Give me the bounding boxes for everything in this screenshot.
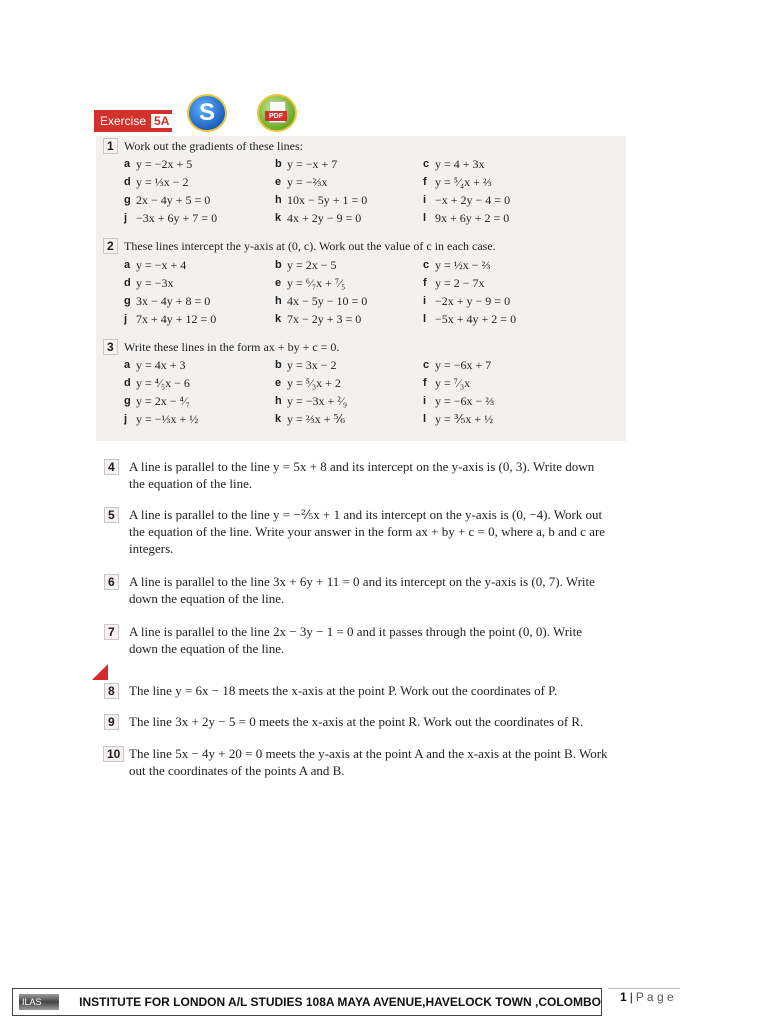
question-line: The line y = 6x − 18 meets the x-axis at the point P. Work out the coordinates of P. [129,683,558,698]
sub-question-expression: y = ⁵⁄₃x + 2 [287,376,341,390]
sub-question [275,173,423,191]
parts-row [124,173,574,191]
sub-question-label: e [275,277,282,289]
sub-question-label: l [423,313,427,325]
sub-question-expression: y = 2 − 7x [435,276,485,290]
question-line: the equation of the line. Write your answer in the form ax + by + c = 0, where a, b and c are [129,524,606,539]
sub-question-label: i [423,295,427,307]
sub-question-expression: y = −x + 4 [136,258,187,272]
question-number: 2 [103,238,118,254]
sub-question-label: a [124,158,131,170]
question-text [129,682,557,699]
exercise-label: Exercise [100,114,147,128]
sub-question [275,374,423,392]
page-separator: | [629,990,633,1004]
sub-question-expression: y = ⁵⁄₄x + ⅔ [435,175,492,189]
sub-question [275,410,423,428]
sub-question [423,292,574,310]
parts-row [124,191,574,209]
question-line: out the coordinates of the points A and B. [129,763,345,778]
sub-question-label: g [124,395,131,407]
question-text [129,506,605,557]
sub-question [423,356,574,374]
sub-question-expression: y = ⁶⁄₇x + ⁷⁄₅ [287,276,346,290]
pdf-icon[interactable] [257,94,297,132]
sub-question-expression: y = ⁴⁄₅x − 6 [136,376,190,390]
sub-question [275,310,423,328]
question-number: 10 [103,746,124,762]
sub-question [275,356,423,374]
institute-address: INSTITUTE FOR LONDON A/L STUDIES 108A MAYA AVENUE,HAVELOCK TOWN ,COLOMBO [79,995,601,1009]
parts-row [124,155,574,173]
red-corner-marker [92,648,108,680]
sub-question-expression: 10x − 5y + 1 = 0 [287,193,368,207]
sub-question [124,292,275,310]
sub-question-expression: y = −x + 7 [287,157,338,171]
sub-question-label: c [423,259,430,271]
sub-question-expression: y = 4 + 3x [435,157,485,171]
parts-row [124,392,574,410]
sub-question [124,374,275,392]
question-text: Write these lines in the form ax + by + c = 0. [124,340,340,354]
sub-question-label: i [423,395,427,407]
exercise-number: 5A [151,114,172,128]
question-text [129,745,608,779]
sub-question [423,191,574,209]
sub-question-label: j [124,212,128,224]
question-line: down the equation of the line. [129,591,285,606]
sub-question [423,173,574,191]
sub-question-label: b [275,359,282,371]
sub-question [124,392,275,410]
sub-question-label: d [124,277,131,289]
page-number [620,990,674,1004]
parts-row [124,374,574,392]
sub-question-label: f [423,176,427,188]
parts-row [124,292,574,310]
sub-question-expression: y = −6x − ⅔ [435,394,495,408]
question-line: A line is parallel to the line y = −⅖x + 1 and its intercept on the y-axis is (0, −4). Work out [129,507,603,522]
sub-question [124,310,275,328]
page-number-value: 1 [620,990,627,1004]
sub-question-label: i [423,194,427,206]
sub-question [124,410,275,428]
question-number: 4 [104,459,119,475]
question-text: These lines intercept the y-axis at (0, c). Work out the value of c in each case. [124,239,496,253]
sub-question-label: h [275,295,282,307]
question-number: 3 [103,339,118,355]
sub-question [275,191,423,209]
sub-question-label: f [423,377,427,389]
pdf-badge: PDF [265,111,287,121]
question-text [129,458,594,492]
sub-question [275,256,423,274]
sub-question-expression: y = −2x + 5 [136,157,193,171]
sub-question-label: j [124,413,128,425]
question-line: A line is parallel to the line 2x − 3y − 1 = 0 and it passes through the point (0, 0). Write [129,624,583,639]
sub-question-expression: y = ⅔x + ⅚ [287,412,346,426]
question-number: 7 [104,624,119,640]
sub-question [124,155,275,173]
sub-question [275,292,423,310]
exercise-tag [94,110,172,132]
q3-parts-grid [124,356,574,428]
question-line: integers. [129,541,174,556]
parts-row [124,274,574,292]
footer-rule [608,988,680,989]
sub-question-label: d [124,176,131,188]
question-line: down the equation of the line. [129,641,285,656]
ilas-logo: ILAS [19,994,59,1010]
sub-question-label: k [275,413,282,425]
sub-question-label: l [423,413,427,425]
q2-parts-grid [124,256,574,328]
question-line: the equation of the line. [129,476,253,491]
sub-question-expression: y = ⅗x + ½ [435,412,494,426]
sub-question-expression: y = 3x − 2 [287,358,337,372]
sub-question [124,191,275,209]
parts-row [124,356,574,374]
sub-question [423,374,574,392]
sub-question-expression: 7x − 2y + 3 = 0 [287,312,362,326]
sub-question-expression: y = −⅔x [287,175,328,189]
question-number: 5 [104,507,119,523]
sub-question-expression: y = ⁷⁄₃x [435,376,471,390]
sub-question [275,209,423,227]
sub-question [124,209,275,227]
sub-question-expression: y = −6x + 7 [435,358,492,372]
sub-question [124,274,275,292]
sub-question [124,256,275,274]
sub-question-expression: y = −3x [136,276,174,290]
sub-question [423,209,574,227]
question-number: 9 [104,714,119,730]
sub-question-expression: 4x − 5y − 10 = 0 [287,294,368,308]
parts-row [124,410,574,428]
question-line: A line is parallel to the line y = 5x + 8 and its intercept on the y-axis is (0, 3). Write down [129,459,595,474]
sub-question [124,356,275,374]
question-text [129,623,582,657]
sub-question-label: e [275,377,282,389]
question-text: Work out the gradients of these lines: [124,139,303,153]
sub-question-label: b [275,259,282,271]
sub-question [124,173,275,191]
sub-question-label: a [124,359,131,371]
parts-row [124,209,574,227]
sub-question-label: k [275,313,282,325]
sub-question [275,392,423,410]
parts-row [124,310,574,328]
sub-question-label: k [275,212,282,224]
sub-question-label: l [423,212,427,224]
question-number: 1 [103,138,118,154]
sub-question-label: g [124,194,131,206]
sub-question-label: e [275,176,282,188]
sub-question [423,274,574,292]
question-number: 6 [104,574,119,590]
sub-question [423,410,574,428]
sub-question-expression: y = ½x − ⅔ [435,258,491,272]
sub-question-expression: −2x + y − 9 = 0 [435,294,511,308]
sub-question-expression: y = 2x − 5 [287,258,337,272]
s-icon-letter: S [198,99,215,126]
page-word: P a g e [635,990,674,1004]
sub-question [275,274,423,292]
sub-question-expression: 9x + 6y + 2 = 0 [435,211,510,225]
sub-question-expression: 3x − 4y + 8 = 0 [136,294,211,308]
sub-question-label: j [124,313,128,325]
sub-question-label: c [423,158,430,170]
sub-question-expression: y = 4x + 3 [136,358,186,372]
parts-row [124,256,574,274]
sub-question-label: d [124,377,131,389]
sub-question-label: f [423,277,427,289]
sub-question-label: c [423,359,430,371]
sub-question-expression: −3x + 6y + 7 = 0 [136,211,218,225]
sub-question-expression: y = −3x + ²⁄₉ [287,394,348,408]
question-line: The line 3x + 2y − 5 = 0 meets the x-axis at the point R. Work out the coordinates of R. [129,714,584,729]
question-number: 8 [104,683,119,699]
question-line: The line 5x − 4y + 20 = 0 meets the y-axis at the point A and the x-axis at the point B. Work [129,746,608,761]
sub-question-label: a [124,259,131,271]
solutions-icon[interactable] [187,94,227,132]
sub-question-label: g [124,295,131,307]
question-line: A line is parallel to the line 3x + 6y + 11 = 0 and its intercept on the y-axis is (0, 7). Write [129,574,595,589]
sub-question [275,155,423,173]
sub-question [423,310,574,328]
sub-question-expression: 7x + 4y + 12 = 0 [136,312,217,326]
question-text [129,573,595,607]
sub-question-expression: 4x + 2y − 9 = 0 [287,211,362,225]
sub-question [423,256,574,274]
sub-question-expression: −x + 2y − 4 = 0 [435,193,511,207]
sub-question-expression: y = −⅓x + ½ [136,412,199,426]
sub-question-label: h [275,395,282,407]
sub-question [423,392,574,410]
sub-question-expression: 2x − 4y + 5 = 0 [136,193,211,207]
sub-question-expression: y = ⅓x − 2 [136,175,189,189]
sub-question-label: b [275,158,282,170]
q1-parts-grid [124,155,574,227]
sub-question-expression: −5x + 4y + 2 = 0 [435,312,517,326]
sub-question [423,155,574,173]
sub-question-label: h [275,194,282,206]
question-text [129,713,583,730]
sub-question-expression: y = 2x − ⁴⁄₇ [136,394,190,408]
footer [12,988,602,1016]
